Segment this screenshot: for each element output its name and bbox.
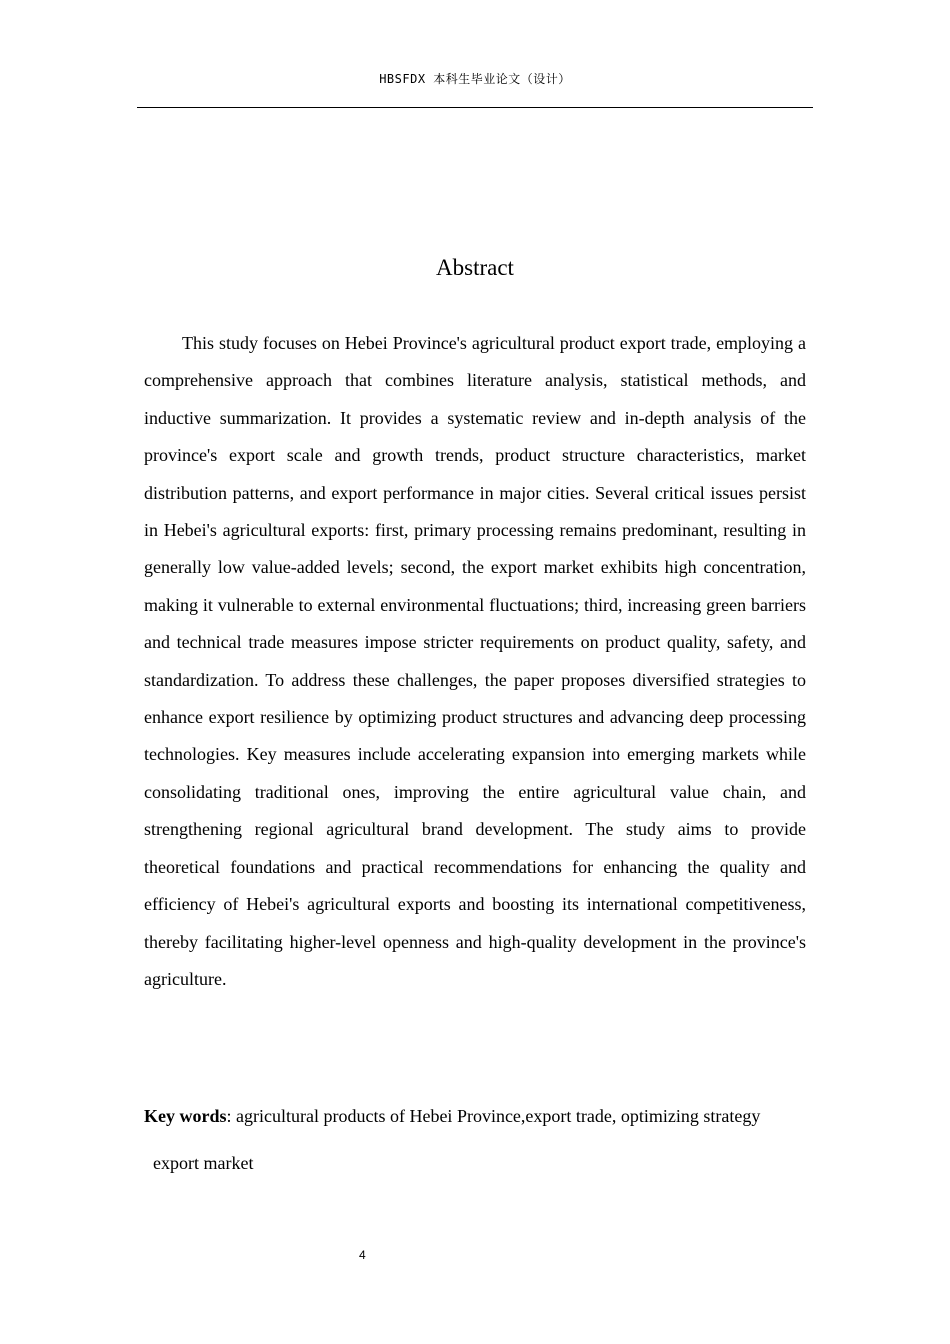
page-number: 4 <box>359 1248 366 1262</box>
running-header: HBSFDX 本科生毕业论文（设计） <box>379 72 571 86</box>
keywords-separator: : <box>226 1106 237 1126</box>
keywords-block <box>144 1093 816 1187</box>
abstract-title: Abstract <box>436 255 514 280</box>
header-divider <box>137 107 813 108</box>
keywords-line-2: export market <box>153 1153 254 1173</box>
keywords-label: Key words <box>144 1106 227 1126</box>
keywords-line-1: agricultural products of Hebei Province,export trade, optimizing strategy <box>236 1106 761 1126</box>
abstract-paragraph: This study focuses on Hebei Province's agricultural product export trade, employing a comprehensive approach that combines literature analysis, statistical methods, and inductive summarization. It provides a systematic review and in-depth analysis of the province's export scale and growth trends, product structure characteristics, market distribution patterns, and export performance in major cities. Several critical issues persist in Hebei's agricultural exports: first, primary processing remains predominant, resulting in generally low value-added levels; second, the export market exhibits high concentration, making it vulnerable to external environmental fluctuations; third, increasing green barriers and technical trade measures impose stricter requirements on product quality, safety, and standardization. To address these challenges, the paper proposes diversified strategies to enhance export resilience by optimizing product structures and advancing deep processing technologies. Key measures include accelerating expansion into emerging markets while consolidating traditional ones, improving the entire agricultural value chain, and strengthening regional agricultural brand development. The study aims to provide theoretical foundations and practical recommendations for enhancing the quality and efficiency of Hebei's agricultural exports and boosting its international competitiveness, thereby facilitating higher-level openness and high-quality development in the province's agriculture. <box>144 333 806 989</box>
